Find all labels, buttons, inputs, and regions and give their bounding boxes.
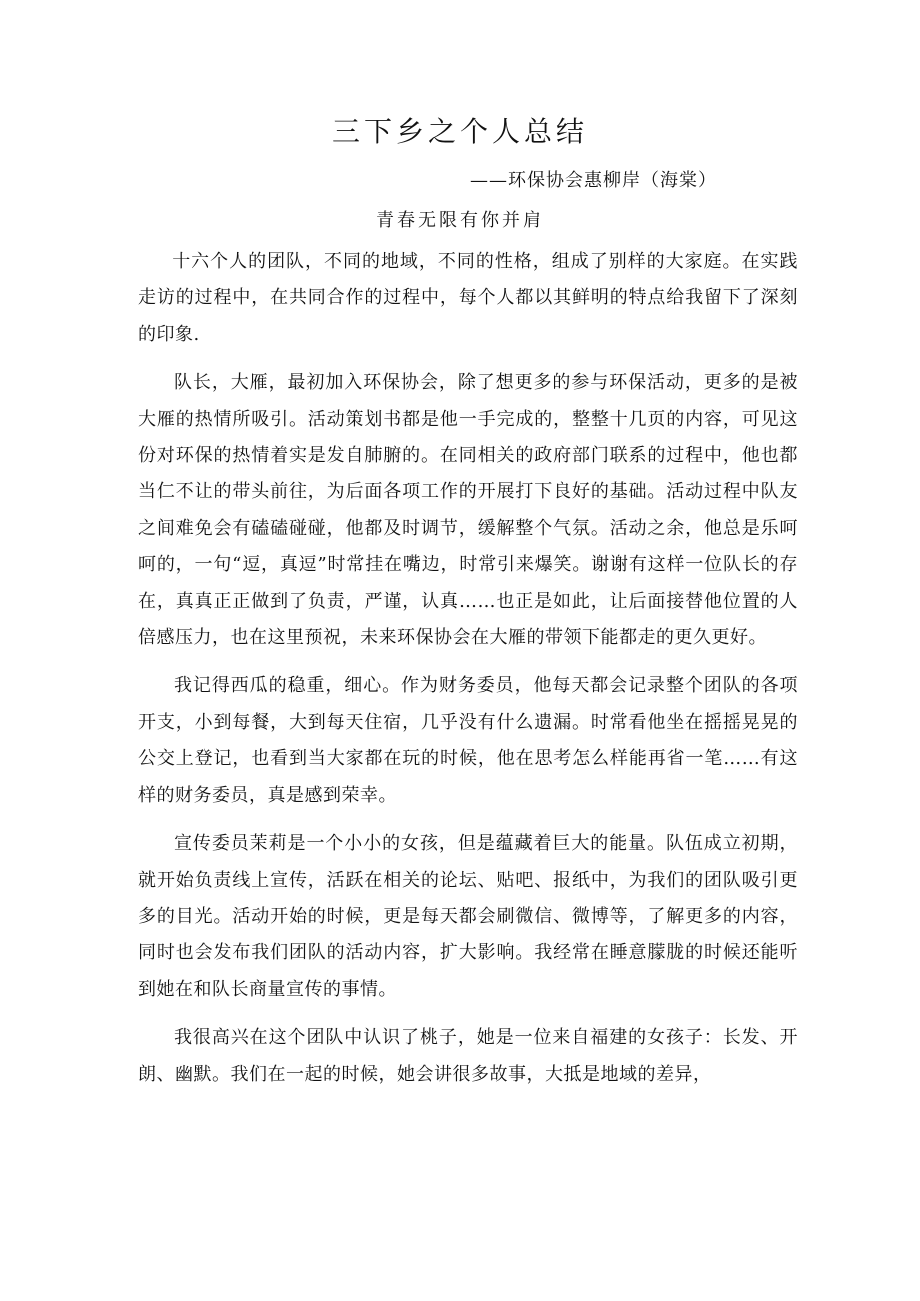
paragraph: 我很高兴在这个团队中认识了桃子，她是一位来自福建的女孩子：长发、开朗、幽默。我们在一起的时候，她会讲很多故事，大抵是地域的差异， [138, 1027, 798, 1085]
paragraph: 宣传委员茉莉是一个小小的女孩，但是蕴藏着巨大的能量。队伍成立初期，就开始负责线上宣传，活跃在相关的论坛、贴吧、报纸中，为我们的团队吸引更多的目光。活动开始的时候，更是每天都会刷微信、微博等，了解更多的内容，同时也会发布我们团队的活动内容，扩大影响。我经常在睡意朦胧的时候还能听到她在和队长商量宣传的事情。 [138, 833, 798, 1000]
document-title: 三下乡之个人总结 [331, 115, 588, 148]
paragraph: 我记得西瓜的稳重，细心。作为财务委员，他每天都会记录整个团队的各项开支，小到每餐，大到每天住宿，几乎没有什么遗漏。时常看他坐在摇摇晃晃的公交上登记，也看到当大家都在玩的时候，他在思考怎么样能再省一笔……有这样的财务委员，真是感到荣幸。 [138, 675, 798, 806]
author-byline: ——环保协会惠柳岸（海棠） [470, 170, 717, 191]
paragraph: 十六个人的团队，不同的地域，不同的性格，组成了别样的大家庭。在实践走访的过程中，在共同合作的过程中，每个人都以其鲜明的特点给我留下了深刻的印象. [138, 251, 798, 345]
document-body [138, 244, 798, 1105]
section-subtitle: 青春无限有你并肩 [376, 210, 544, 231]
paragraph: 队长，大雁，最初加入环保协会，除了想更多的参与环保活动，更多的是被大雁的热情所吸引。活动策划书都是他一手完成的，整整十几页的内容，可见这份对环保的热情着实是发自肺腑的。在同相关的政府部门联系的过程中，他也都当仁不让的带头前往，为后面各项工作的开展打下良好的基础。活动过程中队友之间难免会有磕磕碰碰，他都及时调节，缓解整个气氛。活动之余，他总是乐呵呵的，一句“逗，真逗”时常挂在嘴边，时常引来爆笑。谢谢有这样一位队长的存在，真真正正做到了负责，严谨，认真……也正是如此，让后面接替他位置的人倍感压力，也在这里预祝，未来环保协会在大雁的带领下能都走的更久更好。 [138, 372, 798, 649]
